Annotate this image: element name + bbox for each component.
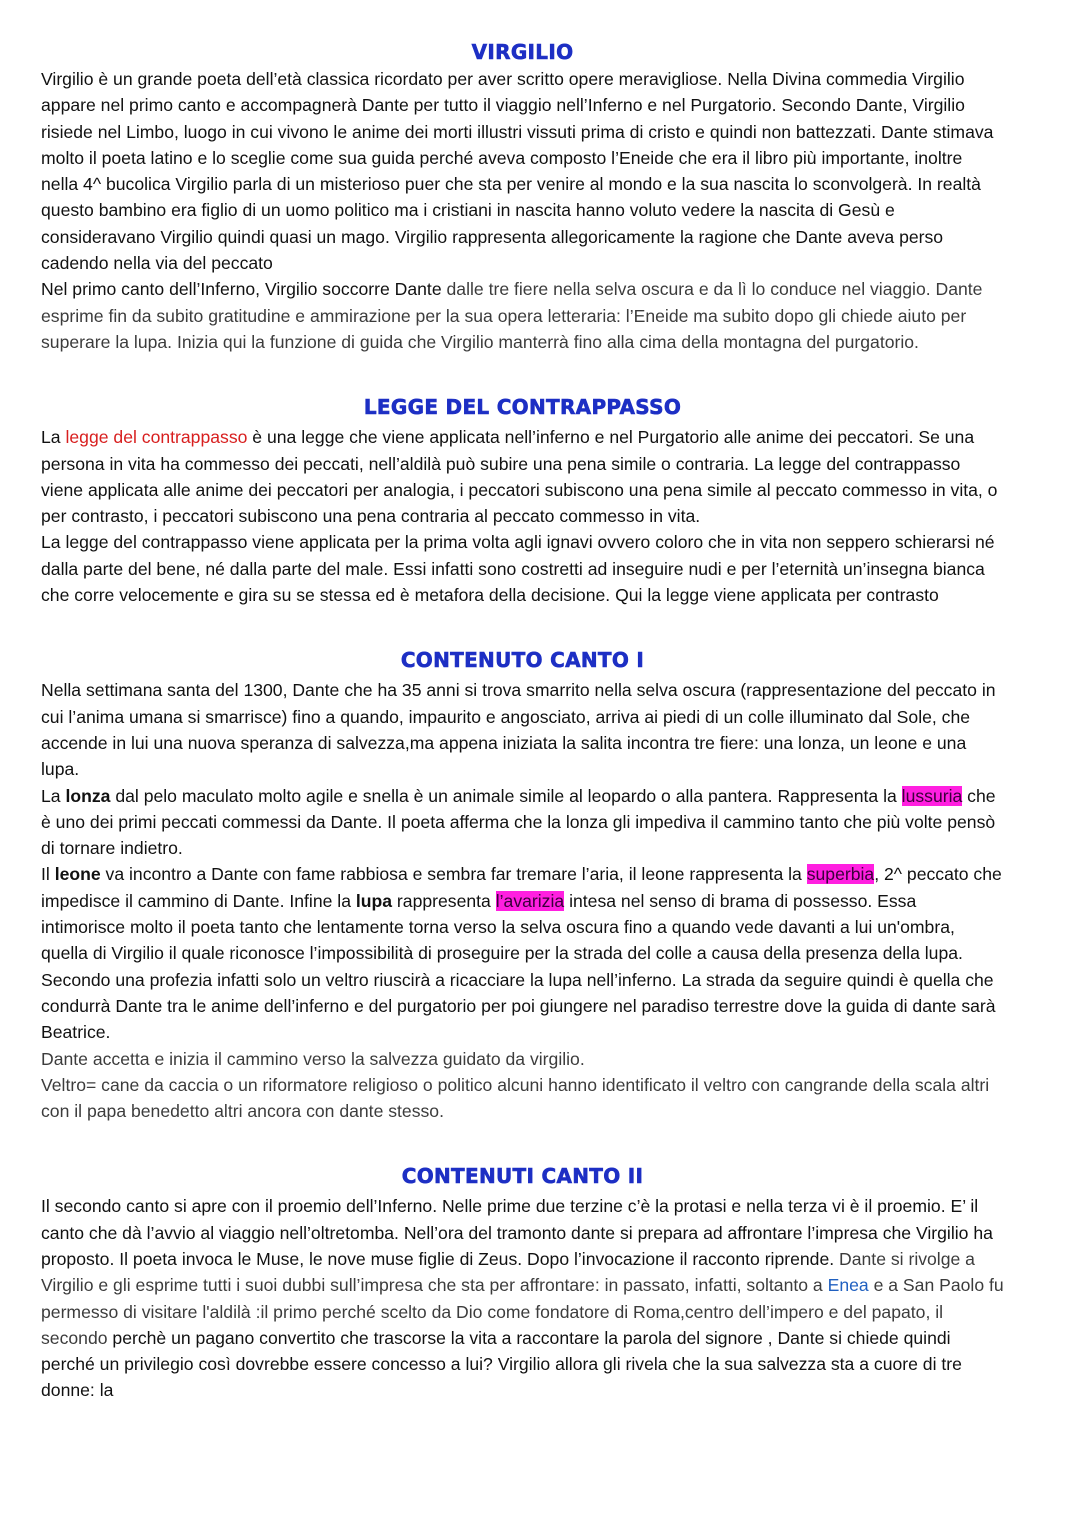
text-segment: Il [41,864,55,885]
heading-contrappasso: LEGGE DEL CONTRAPPASSO [363,395,682,420]
text-segment: dalle tre fiere nella selva oscura e da lì lo conduce nel viaggio. Dante esprime fin da subito gratitudine e ammirazione per la sua opera letteraria: l’Eneide ma subito dopo gli chiede aiuto per superare la lupa. Inizia qui la funzione di guida che Virgilio manterrà fino alla cima della montagna del purgatorio. [41,279,983,352]
text-segment: dal pelo maculato molto agile e snella è un animale simile al leopardo o alla pantera. Rappresenta la [110,785,902,806]
highlight-term: superbia [806,864,875,885]
paragraph-contrappasso-definizione [41,424,1004,529]
text-segment: va incontro a Dante con fame rabbiosa e sembra far tremare l’aria, il leone rappresenta la [100,864,807,885]
text-segment: La [41,427,66,448]
bold-term: lupa [355,890,393,911]
text-segment: perchè un pagano convertito che trascorse la vita a raccontare la parola del signore , Dante si chiede quindi perché un privilegio così dovrebbe essere concesso a lui? Virgilio allora gli rivela che la sua salvezza sta a cuore di tre donne: la [41,1327,962,1401]
highlight-term: lussuria [901,785,963,806]
paragraph-canto2-proemio [41,1193,1004,1403]
paragraph-virgilio-soccorso [41,276,1004,355]
bold-term: leone [54,864,101,885]
text-segment: rappresenta [392,890,496,911]
bold-term: lonza [65,785,111,806]
heading-canto-1: CONTENUTO CANTO I [400,648,645,673]
paragraph-canto1-lonza [41,783,1004,862]
heading-canto-2: CONTENUTI CANTO II [401,1164,644,1189]
paragraph-canto1-selva: Nella settimana santa del 1300, Dante che ha 35 anni si trova smarrito nella selva oscura (rappresentazione del peccato in cui l’anima umana si smarrisce) fino a quando, impaurito e angosciato, arriva ai piedi di un colle illuminato dal Sole, che accende in lui una nuova speranza di salvezza,ma appena iniziata la salita incontra tre fiere: una lonza, un leone e una lupa. [41,680,996,780]
text-segment: e a San Paolo fu permesso di visitare l'aldilà :il primo perché scelto da Dio come fondatore di Roma,centro dell’impero e del papato, il secondo [41,1275,1004,1348]
red-term: legge del contrappasso [65,427,248,448]
paragraph-canto1-leone-lupa [41,861,1004,1045]
text-segment: è una legge che viene applicata nell’inferno e nel Purgatorio alle anime dei peccatori. Se una persona in vita ha commesso dei peccati, nell’aldilà può subire una pena simile o contraria. La legge del contrappasso viene applicata alle anime dei peccatori per analogia, i peccatori subiscono una pena simile al peccato commesso in vita, o per contrasto, i peccatori subiscono una pena contraria al peccato commesso in vita. [41,427,998,527]
text-segment: La [41,785,66,806]
text-segment: Il secondo canto si apre con il proemio dell’Inferno. Nelle prime due terzine c’è la protasi e nella terza vi è il proemio. E’ il canto che dà l’avvio al viaggio nell’oltretomba. Nell’ora del tramonto dante si prepara ad affrontare l’impresa che Virgilio ha proposto. Il poeta invoca le Muse, le nove muse figlie di Zeus. Dopo l’invocazione il racconto riprende. [41,1196,993,1269]
text-segment: che è uno dei primi peccati commessi da Dante. Il poeta afferma che la lonza gli impediva il cammino tanto che più volte pensò di tornare indietro. [41,785,996,859]
paragraph-canto1-veltro: Veltro= cane da caccia o un riformatore religioso o politico alcuni hanno identificato il veltro con cangrande della scala altri con il papa benedetto altri ancora con dante stesso. [41,1074,990,1122]
paragraph-contrappasso-ignavi: La legge del contrappasso viene applicata per la prima volta agli ignavi ovvero coloro che in vita non seppero schierarsi né dalla parte del bene, né dalla parte del male. Essi infatti sono costretti ad inseguire nudi e per l’eternità un’insegna bianca che corre velocemente e gira su se stessa ed è metafora della decisione. Qui la legge viene applicata per contrasto [41,532,995,606]
paragraph-canto1-cammino: Dante accetta e inizia il cammino verso la salvezza guidato da virgilio. [41,1048,585,1069]
paragraph-virgilio-intro: Virgilio è un grande poeta dell’età classica ricordato per aver scritto opere meravigliose. Nella Divina commedia Virgilio appare nel primo canto e accompagnerà Dante per tutto il viaggio nell’Inferno e nel Purgatorio. Secondo Dante, Virgilio risiede nel Limbo, luogo in cui vivono le anime dei morti illustri vissuti prima di cristo e quindi non battezzati. Dante stimava molto il poeta latino e lo sceglie come sua guida perché aveva composto l’Eneide che era il libro più importante, inoltre nella 4^ bucolica Virgilio parla di un misterioso puer che sta per venire al mondo e la sua nascita lo sconvolgerà. In realtà questo bambino era figlio di un uomo politico ma i cristiani in nascita hanno voluto vedere la nascita di Gesù e consideravano Virgilio quindi quasi un mago. Virgilio rappresenta allegoricamente la ragione che Dante aveva perso cadendo nella via del peccato [41,69,994,274]
text-segment: Nel primo canto dell’Inferno, Virgilio soccorre Dante [41,279,442,300]
blue-term: Enea [827,1275,869,1296]
highlight-term: l’avarizia [495,890,565,911]
heading-virgilio: VIRGILIO [471,40,574,64]
text-segment: , 2^ peccato che impedisce il cammino di Dante. Infine la [41,864,1002,911]
text-segment: intesa nel senso di brama di possesso. Essa intimorisce molto il poeta tanto che lentamente torna verso la selva oscura fino a quando vede davanti a lui un'ombra, quella di Virgilio il quale riconosce l’impossibilità di proseguire per la strada del colle a causa della presenza della lupa. Secondo una profezia infatti solo un veltro riuscirà a ricacciare la lupa nell’inferno. La strada da seguire quindi è quella che condurrà Dante tra le anime dell’inferno e del purgatorio per poi giungere nel paradiso terrestre dove la guida di dante sarà Beatrice. [41,890,996,1043]
text-segment: Dante si rivolge a Virgilio e gli esprime tutti i suoi dubbi sull’impresa che sta per affrontare: in passato, infatti, soltanto a [41,1248,975,1296]
